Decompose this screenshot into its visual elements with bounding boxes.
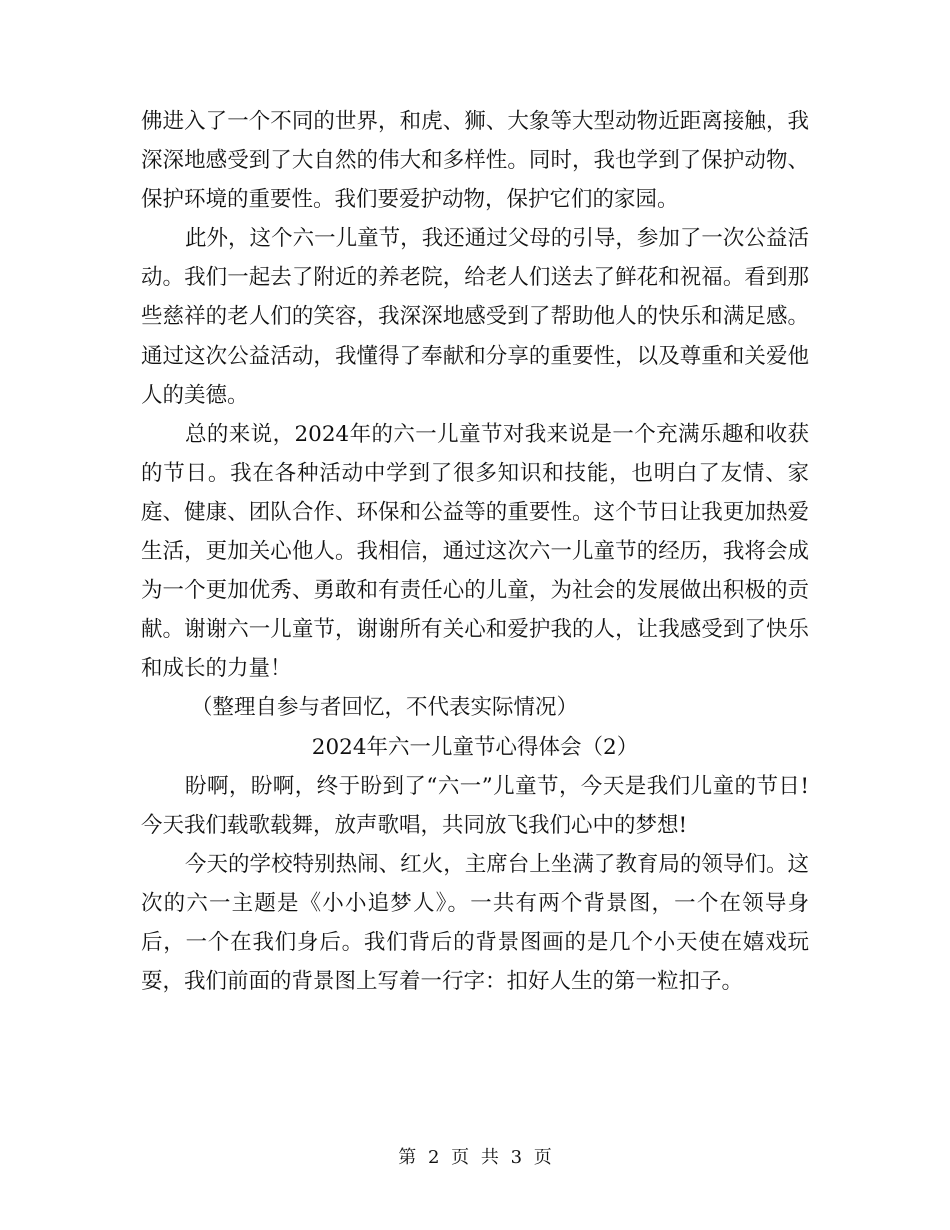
page-footer: 第 2 页 共 3 页 — [398, 1147, 552, 1168]
paragraph-zoo-continuation: 佛进入了一个不同的世界，和虎、狮、大象等大型动物近距离接触，我深深地感受到了大自然的伟大和多样性。同时，我也学到了保护动物、保护环境的重要性。我们要爱护动物，保护它们的家园。 — [141, 109, 809, 213]
paragraph-summary: 总的来说，2024年的六一儿童节对我来说是一个充满乐趣和收获的节日。我在各种活动中学到了很多知识和技能，也明白了友情、家庭、健康、团队合作、环保和公益等的重要性。这个节日让我更加热爱生活，更加关心他人。我相信，通过这次六一儿童节的经历，我将会成为一个更加优秀、勇敢和有责任心的儿童，为社会的发展做出积极的贡献。谢谢六一儿童节，谢谢所有关心和爱护我的人，让我感受到了快乐和成长的力量！ — [141, 421, 809, 682]
source-note: （整理自参与者回忆，不代表实际情况） — [191, 695, 579, 721]
document-body — [141, 102, 809, 1001]
section-title: 2024年六一儿童节心得体会（2） — [311, 734, 639, 760]
paragraph-school-event: 今天的学校特别热闹、红火，主席台上坐满了教育局的领导们。这次的六一主题是《小小追梦人》。一共有两个背景图，一个在领导身后，一个在我们身后。我们背后的背景图画的是几个小天使在嬉戏玩耍，我们前面的背景图上写着一行字：扣好人生的第一粒扣子。 — [141, 851, 809, 995]
paragraph-charity: 此外，这个六一儿童节，我还通过父母的引导，参加了一次公益活动。我们一起去了附近的养老院，给老人们送去了鲜花和祝福。看到那些慈祥的老人们的笑容，我深深地感受到了帮助他人的快乐和满足感。通过这次公益活动，我懂得了奉献和分享的重要性，以及尊重和关爱他人的美德。 — [141, 226, 809, 408]
paragraph-anticipation: 盼啊，盼啊，终于盼到了“六一”儿童节，今天是我们儿童的节日!今天我们载歌载舞，放声歌唱，共同放飞我们心中的梦想! — [141, 773, 809, 838]
